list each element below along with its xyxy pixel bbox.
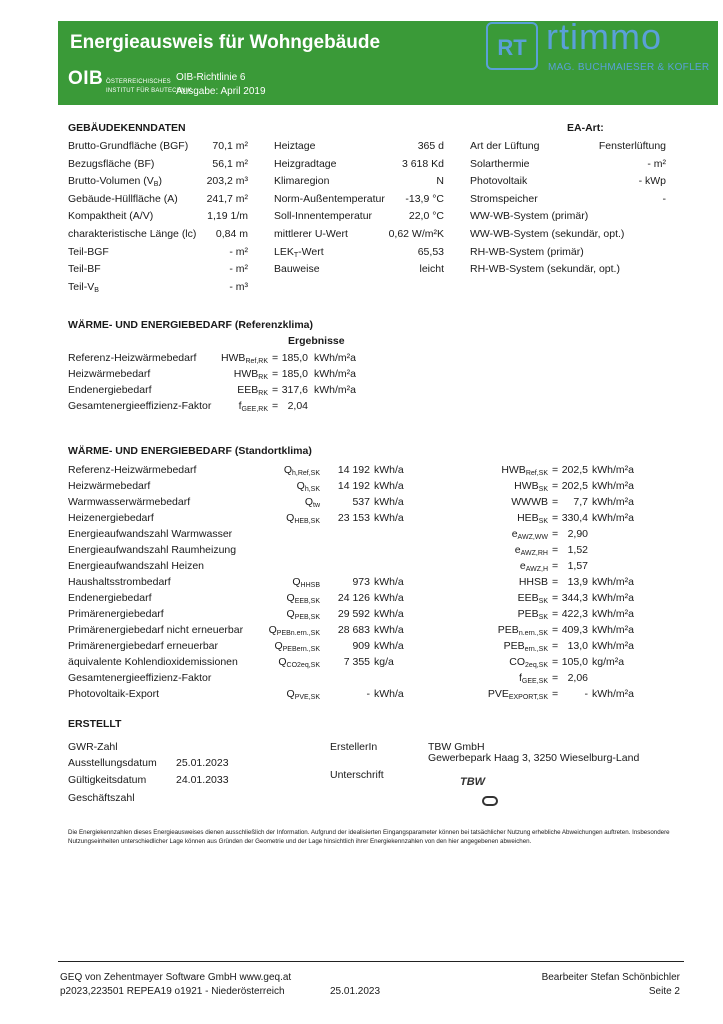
ref-climate-value: 2,04 (287, 400, 308, 412)
ea-art-label: EA-Art: (567, 122, 604, 134)
issue-date-label: Ausstellungsdatum (68, 757, 157, 769)
stamp-mark-icon (482, 796, 498, 806)
ref-climate-value: 317,6 (281, 384, 308, 396)
site-climate-symbol: $Q_{EEB,SK}$ (286, 592, 320, 605)
site-climate-unit-2: kg/m²a (592, 656, 625, 668)
climate-param-label: Bauweise (274, 263, 320, 276)
site-climate-unit-2: kWh/m²a (592, 608, 634, 620)
issue-date-value: 25.01.2023 (176, 757, 229, 769)
oib-institute-line2: INSTITUT FÜR BAUTECHNIK (106, 88, 192, 94)
site-climate-symbol-2: $EEB_{SK}$ (517, 592, 548, 605)
site-climate-symbol: $Q_{PEBern.,SK}$ (274, 640, 320, 653)
creator-label: ErstellerIn (330, 741, 378, 753)
footer-project: p2023,223501 REPEA19 o1921 - Niederösterreich (60, 986, 285, 997)
site-climate-unit: kWh/a (374, 640, 404, 652)
site-climate-label: Endenergiebedarf (68, 592, 152, 604)
ref-climate-equals: = (272, 400, 279, 412)
building-value: - m² (229, 245, 248, 258)
ref-climate-value: 185,0 (281, 368, 308, 380)
building-label: Brutto-Volumen $(V_B)$ (68, 175, 162, 189)
site-climate-value: 23 153 (337, 512, 370, 524)
building-value: 56,1 m² (212, 157, 248, 170)
building-value: - m² (229, 263, 248, 276)
valid-date-label: Gültigkeitsdatum (68, 774, 147, 786)
ref-climate-symbol: $HWB_{Ref,RK}$ (220, 352, 268, 365)
site-climate-value-2: 2,90 (567, 528, 588, 540)
site-climate-unit: kWh/a (374, 576, 404, 588)
site-climate-unit: kg/a (374, 656, 394, 668)
site-climate-symbol: $Q_{h,SK}$ (296, 480, 320, 493)
site-climate-equals: = (552, 688, 559, 700)
climate-param-label: Klimaregion (274, 175, 330, 188)
site-climate-equals: = (552, 576, 559, 588)
site-climate-symbol-2: $e_{AWZ,WW}$ (511, 528, 548, 541)
site-climate-value-2: 344,3 (561, 592, 588, 604)
site-climate-equals: = (552, 480, 559, 492)
site-climate-equals: = (552, 672, 559, 684)
site-climate-unit: kWh/a (374, 480, 404, 492)
site-climate-value-2: 2,06 (567, 672, 588, 684)
site-climate-label: Energieaufwandszahl Heizen (68, 560, 205, 572)
site-climate-value: 28 683 (337, 624, 370, 636)
building-label: Brutto-Grundfläche (BGF) (68, 140, 189, 152)
site-climate-symbol: $Q_{PVE,SK}$ (286, 688, 320, 701)
ref-climate-label: Endenergiebedarf (68, 384, 152, 396)
site-climate-symbol: $Q_{PEBn.ern.,SK}$ (268, 624, 320, 637)
system-label: Photovoltaik (470, 175, 528, 188)
footer-page: Seite 2 (648, 986, 680, 997)
site-climate-label: Primärenergiebedarf nicht erneuerbar (68, 624, 244, 636)
ref-climate-symbol: $f_{GEE,RK}$ (238, 400, 268, 413)
site-climate-value: 14 192 (337, 480, 370, 492)
site-climate-value: 973 (352, 576, 370, 588)
tbw-stamp: TBW (460, 776, 486, 788)
building-value: 0,84 m (215, 228, 248, 240)
site-climate-equals: = (552, 560, 559, 572)
site-climate-unit-2: kWh/m²a (592, 512, 634, 524)
site-climate-label: Heizwärmebedarf (68, 480, 151, 492)
building-label: Bezugsfläche (BF) (68, 157, 155, 170)
climate-param-label: Norm-Außentemperatur (274, 192, 385, 205)
site-climate-symbol-2: $HEB_{SK}$ (517, 512, 548, 525)
system-label: RH-WB-System (primär) (470, 245, 584, 258)
site-climate-unit-2: kWh/m²a (592, 576, 634, 588)
site-climate-value: 909 (352, 640, 370, 652)
site-climate-unit-2: kWh/m²a (592, 496, 634, 508)
site-climate-symbol-2: $PEB_{SK}$ (517, 608, 548, 621)
site-climate-symbol-2: $HWB_{Ref,SK}$ (501, 464, 548, 477)
results-heading: Ergebnisse (288, 335, 345, 347)
site-climate-symbol-2: WWWB (511, 496, 548, 508)
site-climate-label: Referenz-Heizwärmebedarf (68, 464, 197, 476)
site-climate-symbol-2: $CO_{2eq,SK}$ (509, 656, 548, 669)
climate-param-label: mittlerer U-Wert (274, 228, 348, 240)
site-climate-value-2: - (584, 688, 588, 700)
climate-param-value: 65,53 (417, 245, 444, 258)
site-climate-value-2: 202,5 (561, 480, 588, 492)
creator-name: TBW GmbH (428, 741, 485, 753)
site-climate-value-2: 330,4 (561, 512, 588, 524)
site-climate-symbol: $Q_{CO2eq,SK}$ (278, 656, 320, 669)
site-climate-label: Haushaltsstrombedarf (68, 576, 171, 588)
site-climate-value-2: 13,9 (567, 576, 588, 588)
building-value: 203,2 m³ (206, 175, 248, 188)
rtimmo-logo-icon: RT (486, 22, 538, 70)
ref-climate-symbol: $HWB_{RK}$ (233, 368, 268, 381)
site-climate-value-2: 1,57 (567, 560, 588, 572)
site-climate-unit-2: kWh/m²a (592, 688, 634, 700)
site-climate-value-2: 202,5 (561, 464, 588, 476)
valid-date-value: 24.01.2033 (176, 774, 229, 786)
building-value: 1,19 1/m (207, 210, 248, 223)
site-climate-equals: = (552, 608, 559, 620)
site-climate-unit: kWh/a (374, 464, 404, 476)
footer-date: 25.01.2023 (330, 986, 381, 997)
document-title: Energieausweis für Wohngebäude (70, 32, 381, 53)
system-label: Solarthermie (470, 157, 530, 170)
site-climate-label: Energieaufwandszahl Warmwasser (68, 528, 233, 540)
site-climate-unit: kWh/a (374, 608, 404, 620)
site-climate-equals: = (552, 464, 559, 476)
site-climate-equals: = (552, 624, 559, 636)
reference-number-label: Geschäftszahl (68, 792, 135, 804)
climate-param-label: Heizgradtage (274, 157, 337, 170)
site-climate-symbol: $Q_{h,Ref,SK}$ (283, 464, 320, 477)
site-climate-symbol-2: $PEB_{n.ern.,SK}$ (497, 624, 548, 637)
site-climate-value-2: 1,52 (567, 544, 588, 556)
system-value: - m² (647, 157, 666, 170)
building-label: Teil-$V_B$ (68, 280, 99, 294)
building-label: Gebäude-Hüllfläche (A) (68, 192, 178, 205)
site-climate-unit-2: kWh/m²a (592, 480, 634, 492)
site-climate-label: Heizenergiebedarf (68, 512, 154, 524)
site-climate-equals: = (552, 640, 559, 652)
building-label: Teil-BF (68, 263, 101, 276)
site-climate-equals: = (552, 528, 559, 540)
footer-divider (58, 961, 684, 962)
system-label: WW-WB-System (primär) (470, 210, 589, 223)
system-value: - kWp (638, 175, 666, 188)
site-climate-value: 14 192 (337, 464, 370, 476)
site-climate-symbol-2: $e_{AWZ,RH}$ (514, 544, 548, 557)
climate-param-value: 3 618 Kd (401, 157, 444, 170)
site-climate-unit-2: kWh/m²a (592, 464, 634, 476)
system-label: Art der Lüftung (470, 140, 540, 152)
signature-label: Unterschrift (330, 769, 384, 781)
site-climate-equals: = (552, 496, 559, 508)
site-climate-symbol-2: $PEB_{ern.,SK}$ (503, 640, 548, 653)
site-climate-value-2: 13,0 (567, 640, 588, 652)
site-climate-unit-2: kWh/m²a (592, 640, 634, 652)
site-climate-label: Warmwasserwärmebedarf (68, 496, 191, 508)
climate-param-value: N (436, 175, 444, 188)
building-label: Kompaktheit (A/V) (68, 210, 154, 223)
site-climate-label: Energieaufwandszahl Raumheizung (68, 544, 237, 556)
disclaimer-text: Die Energiekennzahlen dieses Energieausweises dienen ausschließlich der Information. Aufgrund der idealisierten Eingangsparameter können bei tatsächlicher Nutzung erhebliche Abweichungen auftreten. Insbesondere Nutzungseinheiten unterschiedlicher Lage können aus Gründen der Geometrie und der Lage hinsichtlich ihrer Energiekennzahlen von den hier angegebenen abweichen. (68, 829, 670, 845)
footer-software: GEQ von Zehentmayer Software GmbH www.geq.at (60, 972, 292, 983)
site-climate-label: Gesamtenergieeffizienz-Faktor (68, 672, 212, 684)
ref-climate-label: Gesamtenergieeffizienz-Faktor (68, 400, 212, 412)
created-heading: ERSTELLT (68, 718, 122, 730)
site-climate-symbol-2: HHSB (518, 576, 548, 588)
oib-guideline: OIB-Richtlinie 6 (176, 72, 246, 83)
site-climate-unit: kWh/a (374, 624, 404, 636)
ref-climate-value: 185,0 (281, 352, 308, 364)
site-climate-symbol-2: $HWB_{SK}$ (514, 480, 548, 493)
system-value: - (662, 192, 666, 205)
ref-climate-equals: = (272, 352, 279, 364)
ref-climate-unit: kWh/m²a (314, 384, 356, 396)
site-climate-equals: = (552, 592, 559, 604)
site-climate-value-2: 7,7 (573, 496, 588, 508)
ref-climate-unit: kWh/m²a (314, 352, 356, 364)
ref-climate-heading: WÄRME- UND ENERGIEBEDARF (Referenzklima) (68, 319, 314, 331)
building-value: 70,1 m² (212, 140, 248, 152)
site-climate-value: 24 126 (337, 592, 370, 604)
site-climate-symbol-2: $f_{GEE,SK}$ (519, 672, 548, 685)
site-climate-label: Primärenergiebedarf erneuerbar (68, 640, 218, 652)
site-climate-equals: = (552, 512, 559, 524)
site-climate-symbol: $Q_{HHSB}$ (292, 576, 320, 589)
ref-climate-label: Heizwärmebedarf (68, 368, 151, 380)
site-climate-unit: kWh/a (374, 592, 404, 604)
site-climate-equals: = (552, 544, 559, 556)
oib-logo: OIB (68, 68, 104, 89)
site-climate-heading: WÄRME- UND ENERGIEBEDARF (Standortklima) (68, 445, 312, 457)
site-climate-unit: kWh/a (374, 512, 404, 524)
site-climate-value-2: 422,3 (561, 608, 588, 620)
climate-param-value: leicht (419, 263, 444, 276)
site-climate-symbol: $Q_{PEB,SK}$ (286, 608, 320, 621)
site-climate-symbol-2: $PVE_{EXPORT,SK}$ (487, 688, 548, 701)
ref-climate-equals: = (272, 384, 279, 396)
site-climate-unit-2: kWh/m²a (592, 624, 634, 636)
oib-edition: Ausgabe: April 2019 (176, 86, 266, 97)
site-climate-unit-2: kWh/m²a (592, 592, 634, 604)
site-climate-label: Photovoltaik-Export (68, 688, 160, 700)
system-label: WW-WB-System (sekundär, opt.) (470, 228, 625, 240)
climate-param-value: 0,62 W/m²K (388, 228, 444, 240)
site-climate-symbol-2: $e_{AWZ,H}$ (519, 560, 548, 573)
site-climate-value: 29 592 (337, 608, 370, 620)
building-label: Teil-BGF (68, 245, 109, 258)
site-climate-value-2: 409,3 (561, 624, 588, 636)
ref-climate-symbol: $EEB_{RK}$ (237, 384, 268, 397)
system-value: Fensterlüftung (598, 140, 666, 152)
site-climate-unit: kWh/a (374, 688, 404, 700)
climate-param-label: Heiztage (274, 140, 316, 152)
ref-climate-label: Referenz-Heizwärmebedarf (68, 352, 197, 364)
climate-param-value: 22,0 °C (408, 210, 444, 223)
gwr-label: GWR-Zahl (68, 741, 118, 753)
site-climate-value: 537 (352, 496, 370, 508)
system-label: Stromspeicher (470, 192, 538, 205)
system-label: RH-WB-System (sekundär, opt.) (470, 263, 620, 276)
climate-param-label: Soll-Innentemperatur (274, 210, 373, 223)
climate-param-value: -13,9 °C (405, 192, 444, 205)
site-climate-symbol: $Q_{tw}$ (304, 496, 320, 509)
climate-param-value: 365 d (417, 140, 444, 152)
site-climate-equals: = (552, 656, 559, 668)
ref-climate-equals: = (272, 368, 279, 380)
site-climate-value-2: 105,0 (561, 656, 588, 668)
site-climate-unit: kWh/a (374, 496, 404, 508)
site-climate-label: Primärenergiebedarf (68, 608, 164, 620)
rtimmo-watermark: rtimmo (546, 16, 662, 57)
creator-address: Gewerbepark Haag 3, 3250 Wieselburg-Land (428, 752, 640, 764)
building-value: 241,7 m² (206, 192, 248, 205)
site-climate-value: - (366, 688, 370, 700)
oib-institute-line1: ÖSTERREICHISCHES (106, 79, 171, 85)
rtimmo-subtitle: MAG. BUCHMAIESER & KOFLER (548, 62, 710, 73)
building-data-heading: GEBÄUDEKENNDATEN (68, 122, 186, 134)
footer-editor: Bearbeiter Stefan Schönbichler (541, 972, 680, 983)
ref-climate-unit: kWh/m²a (314, 368, 356, 380)
climate-param-label: $LEK_T$-Wert (274, 245, 324, 259)
site-climate-label: äquivalente Kohlendioxidemissionen (68, 656, 238, 668)
building-value: - m³ (229, 280, 248, 293)
site-climate-symbol: $Q_{HEB,SK}$ (286, 512, 320, 525)
site-climate-value: 7 355 (343, 656, 370, 668)
building-label: charakteristische Länge (lc) (68, 228, 197, 240)
